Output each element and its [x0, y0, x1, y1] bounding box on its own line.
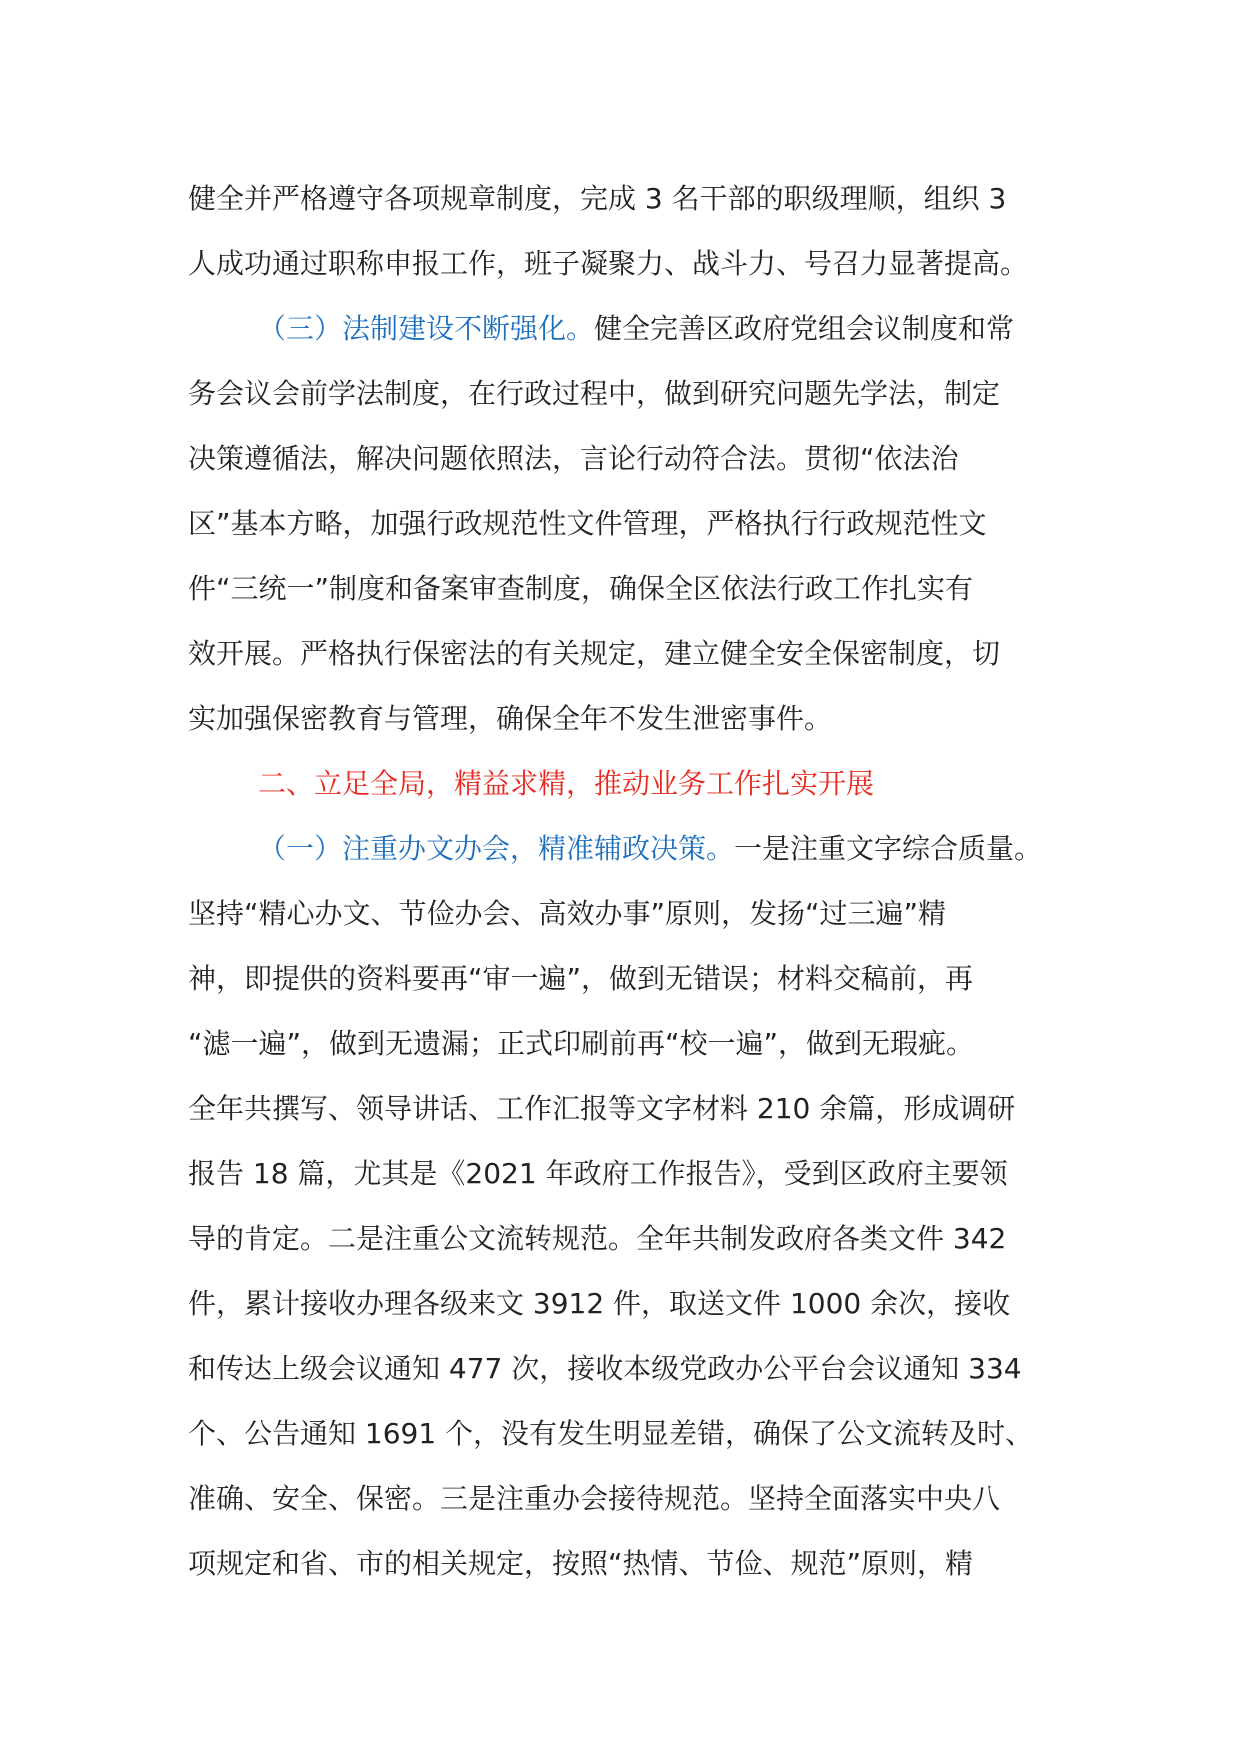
body-line: 效开展。严格执行保密法的有关规定，建立健全安全保密制度，切: [188, 637, 1001, 670]
subheading-1: （一）注重办文办会，精准辅政决策。: [258, 832, 735, 865]
subheading-line: [188, 296, 1058, 361]
body-text: 健全完善区政府党组会议制度和常: [594, 312, 1015, 345]
body-line: 实加强保密教育与管理，确保全年不发生泄密事件。: [188, 702, 833, 735]
body-line: 报告 18 篇，尤其是《2021 年政府工作报告》，受到区政府主要领: [188, 1157, 1008, 1190]
body-line: 项规定和省、市的相关规定，按照“热情、节俭、规范”原则，精: [188, 1547, 974, 1580]
body-line: 人成功通过职称申报工作，班子凝聚力、战斗力、号召力显著提高。: [188, 247, 1029, 280]
body-line: 全年共撰写、领导讲话、工作汇报等文字材料 210 余篇，形成调研: [188, 1092, 1016, 1125]
body-line: 和传达上级会议通知 477 次，接收本级党政办公平台会议通知 334: [188, 1352, 1022, 1385]
body-line: 坚持“精心办文、节俭办会、高效办事”原则，发扬“过三遍”精: [188, 897, 947, 930]
body-line: 区”基本方略，加强行政规范性文件管理，严格执行行政规范性文: [188, 507, 987, 540]
body-line: 件“三统一”制度和备案审查制度，确保全区依法行政工作扎实有: [188, 572, 974, 605]
body-text: 一是注重文字综合质量。: [734, 832, 1043, 865]
body-line: 个、公告通知 1691 个，没有发生明显差错，确保了公文流转及时、: [188, 1417, 1034, 1450]
body-line: 导的肯定。二是注重公文流转规范。全年共制发政府各类文件 342: [188, 1222, 1007, 1255]
subheading-line: [188, 816, 1058, 881]
body-line: “滤一遍”，做到无遗漏；正式印刷前再“校一遍”，做到无瑕疵。: [188, 1027, 975, 1060]
body-line: 件，累计接收办理各级来文 3912 件，取送文件 1000 余次，接收: [188, 1287, 1011, 1320]
document-body: [188, 166, 1058, 1596]
body-line: 健全并严格遵守各项规章制度，完成 3 名干部的职级理顺，组织 3: [188, 182, 1007, 215]
body-line: 神，即提供的资料要再“审一遍”，做到无错误；材料交稿前，再: [188, 962, 974, 995]
body-line: 准确、安全、保密。三是注重办会接待规范。坚持全面落实中央八: [188, 1482, 1001, 1515]
body-line: 决策遵循法，解决问题依照法，言论行动符合法。贯彻“依法治: [188, 442, 959, 475]
section-heading-2: 二、立足全局，精益求精，推动业务工作扎实开展: [258, 767, 875, 800]
subheading-3: （三）法制建设不断强化。: [258, 312, 595, 345]
body-line: 务会议会前学法制度，在行政过程中，做到研究问题先学法，制定: [188, 377, 1001, 410]
